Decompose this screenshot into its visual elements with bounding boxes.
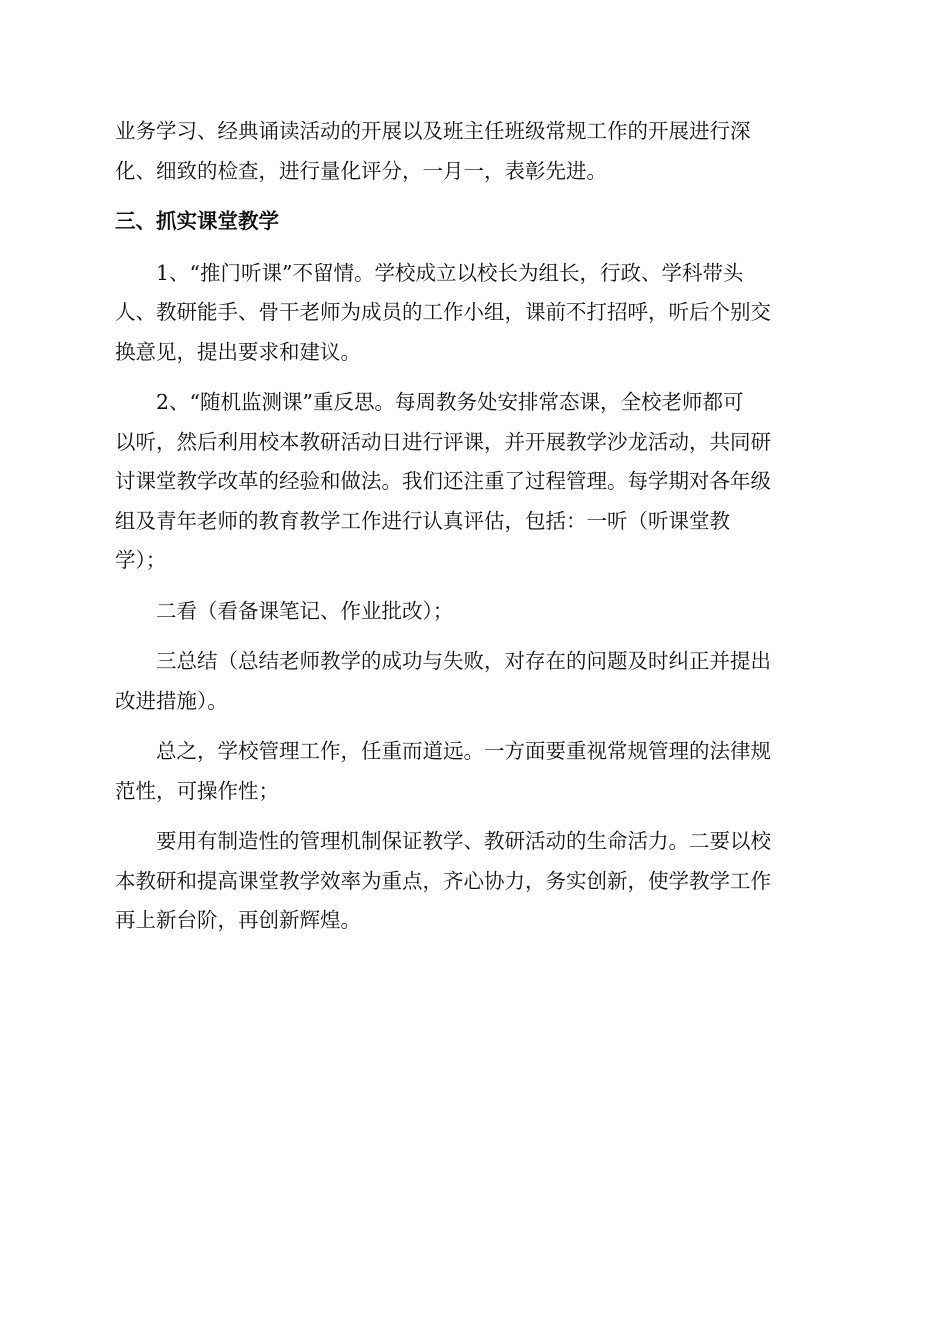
- paragraph-closing: [115, 822, 835, 941]
- text-line: 换意见，提出要求和建议。: [115, 339, 361, 364]
- text-line: 要用有制造性的管理机制保证教学、教研活动的生命活力。二要以校: [156, 829, 771, 853]
- paragraph-push-door-lesson: [115, 254, 835, 373]
- text-line: 2、“随机监测课”重反思。每周教务处安排常态课，全校老师都可: [156, 390, 744, 414]
- continuation-paragraph: [115, 112, 835, 191]
- text-line: 改进措施）。: [115, 688, 228, 713]
- text-line: 讨课堂教学改革的经验和做法。我们还注重了过程管理。每学期对各年级: [115, 469, 771, 493]
- document-page: [115, 112, 835, 952]
- text-line: 以听，然后利用校本教研活动日进行评课，并开展教学沙龙活动，共同研: [115, 429, 771, 454]
- paragraph-random-monitoring-lesson: [115, 383, 835, 581]
- text-line: 业务学习、经典诵读活动的开展以及班主任班级常规工作的开展进行深: [115, 119, 751, 143]
- text-line: 组及青年老师的教育教学工作进行认真评估，包括：一听（听课堂教: [115, 508, 730, 533]
- paragraph-third-summary: [115, 642, 835, 721]
- text-line: 二看（看备课笔记、作业批改）；: [156, 598, 454, 623]
- text-line: 三总结（总结老师教学的成功与失败，对存在的问题及时纠正并提出: [156, 649, 771, 673]
- section-heading: 三、抓实课堂教学: [115, 209, 279, 233]
- paragraph-second-look: [115, 592, 835, 632]
- text-line: 本教研和提高课堂教学效率为重点，齐心协力，务实创新，使学教学工作: [115, 868, 771, 893]
- text-line: 范性，可操作性；: [115, 778, 279, 803]
- text-line: 化、细致的检查，进行量化评分，一月一，表彰先进。: [115, 158, 607, 183]
- paragraph-conclusion: [115, 732, 835, 811]
- text-line: 1、“推门听课”不留情。学校成立以校长为组长，行政、学科带头: [156, 260, 744, 285]
- text-line: 人、教研能手、骨干老师为成员的工作小组，课前不打招呼，听后个别交: [115, 300, 771, 324]
- text-line: 学）；: [115, 548, 167, 572]
- text-line: 总之，学校管理工作，任重而道远。一方面要重视常规管理的法律规: [156, 739, 771, 763]
- text-line: 再上新台阶，再创新辉煌。: [115, 908, 361, 932]
